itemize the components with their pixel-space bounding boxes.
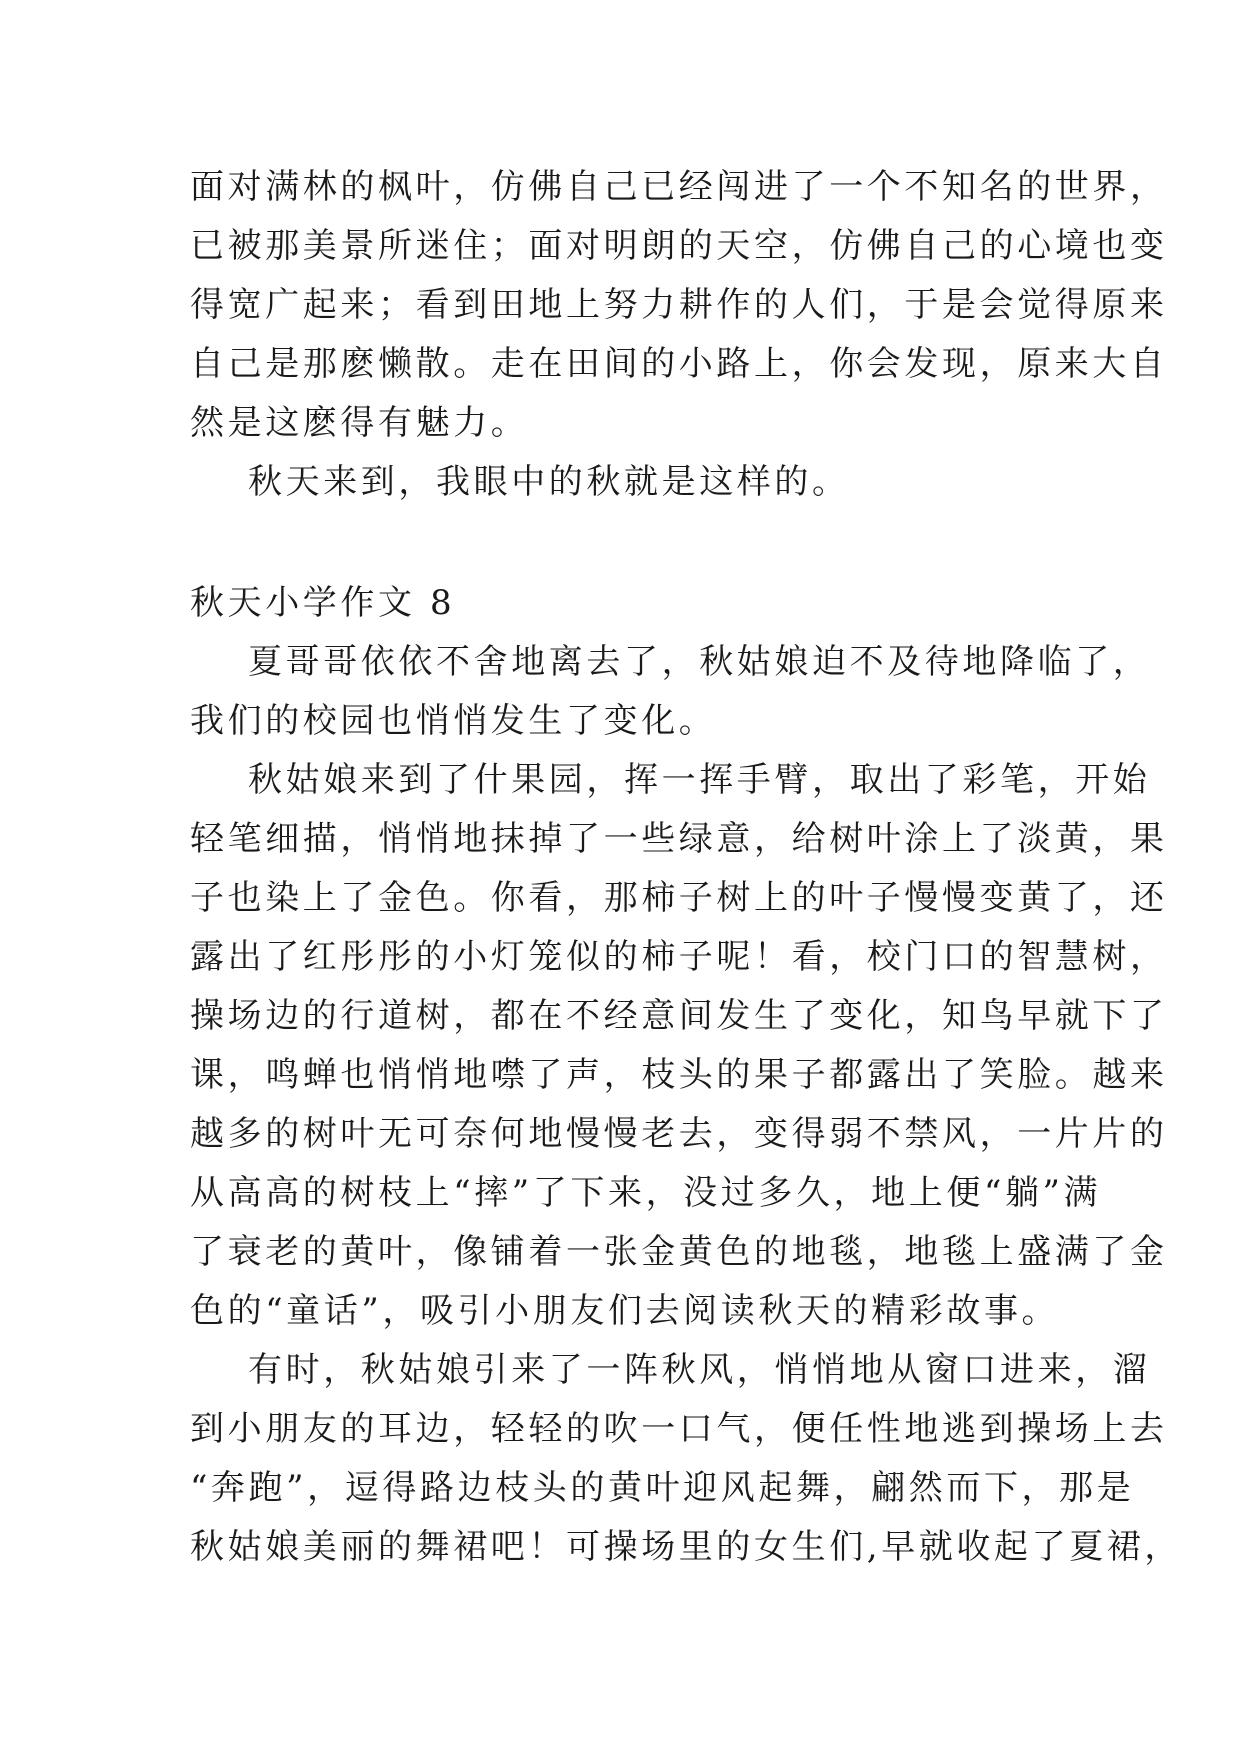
text-line: 课，鸣蝉也悄悄地噤了声，枝头的果子都露出了笑脸。越来 xyxy=(190,1055,1168,1095)
text-line: 秋姑娘来到了什果园，挥一挥手臂，取出了彩笔，开始 xyxy=(248,760,1151,800)
text-line: 得宽广起来；看到田地上努力耕作的人们，于是会觉得原来 xyxy=(190,285,1168,325)
text-line: “奔跑”，逗得路边枝头的黄叶迎风起舞，翩然而下，那是 xyxy=(190,1468,1135,1508)
text-line: 我们的校园也悄悄发生了变化。 xyxy=(190,701,717,741)
text-line: 已被那美景所迷住；面对明朗的天空，仿佛自己的心境也变 xyxy=(190,226,1168,266)
paragraph-autumn-conclusion xyxy=(190,453,1080,512)
document-page xyxy=(190,158,1183,1577)
paragraph-maple-leaves xyxy=(190,158,1168,453)
paragraph-orchard xyxy=(190,751,1168,1341)
section-gap xyxy=(190,512,1080,574)
text-line: 有时，秋姑娘引来了一阵秋风，悄悄地从窗口进来，溜 xyxy=(248,1350,1151,1390)
essay-heading: 秋天小学作文 8 xyxy=(190,583,456,623)
text-line: 操场边的行道树，都在不经意间发生了变化，知鸟早就下了 xyxy=(190,996,1168,1036)
text-line: 然是这麽得有魅力。 xyxy=(190,403,529,443)
text-line: 面对满林的枫叶，仿佛自己已经闯进了一个不知名的世界， xyxy=(190,167,1168,207)
text-line: 了衰老的黄叶，像铺着一张金黄色的地毯，地毯上盛满了金 xyxy=(190,1232,1168,1272)
text-line: 夏哥哥依依不舍地离去了，秋姑娘迫不及待地降临了， xyxy=(248,642,1151,682)
paragraph-autumn-wind xyxy=(190,1341,1183,1577)
text-line: 子也染上了金色。你看，那柿子树上的叶子慢慢变黄了，还 xyxy=(190,878,1168,918)
text-line: 到小朋友的耳边，轻轻的吹一口气，便任性地逃到操场上去 xyxy=(190,1409,1168,1449)
text-line: 越多的树叶无可奈何地慢慢老去，变得弱不禁风，一片片的 xyxy=(190,1114,1168,1154)
text-line: 露出了红彤彤的小灯笼似的柿子呢！看，校门口的智慧树， xyxy=(190,937,1168,977)
text-line: 色的“童话”，吸引小朋友们去阅读秋天的精彩故事。 xyxy=(190,1291,1060,1331)
text-line: 从高高的树枝上“摔”了下来，没过多久，地上便“躺”满 xyxy=(190,1173,1102,1213)
text-line: 自己是那麽懒散。走在田间的小路上，你会发现，原来大自 xyxy=(190,344,1168,384)
text-line: 轻笔细描，悄悄地抹掉了一些绿意，给树叶涂上了淡黄，果 xyxy=(190,819,1168,859)
text-line: 秋姑娘美丽的舞裙吧！可操场里的女生们,早就收起了夏裙， xyxy=(190,1527,1183,1567)
text-line: 秋天来到，我眼中的秋就是这样的。 xyxy=(248,462,850,502)
paragraph-summer-leaves xyxy=(190,633,1151,751)
